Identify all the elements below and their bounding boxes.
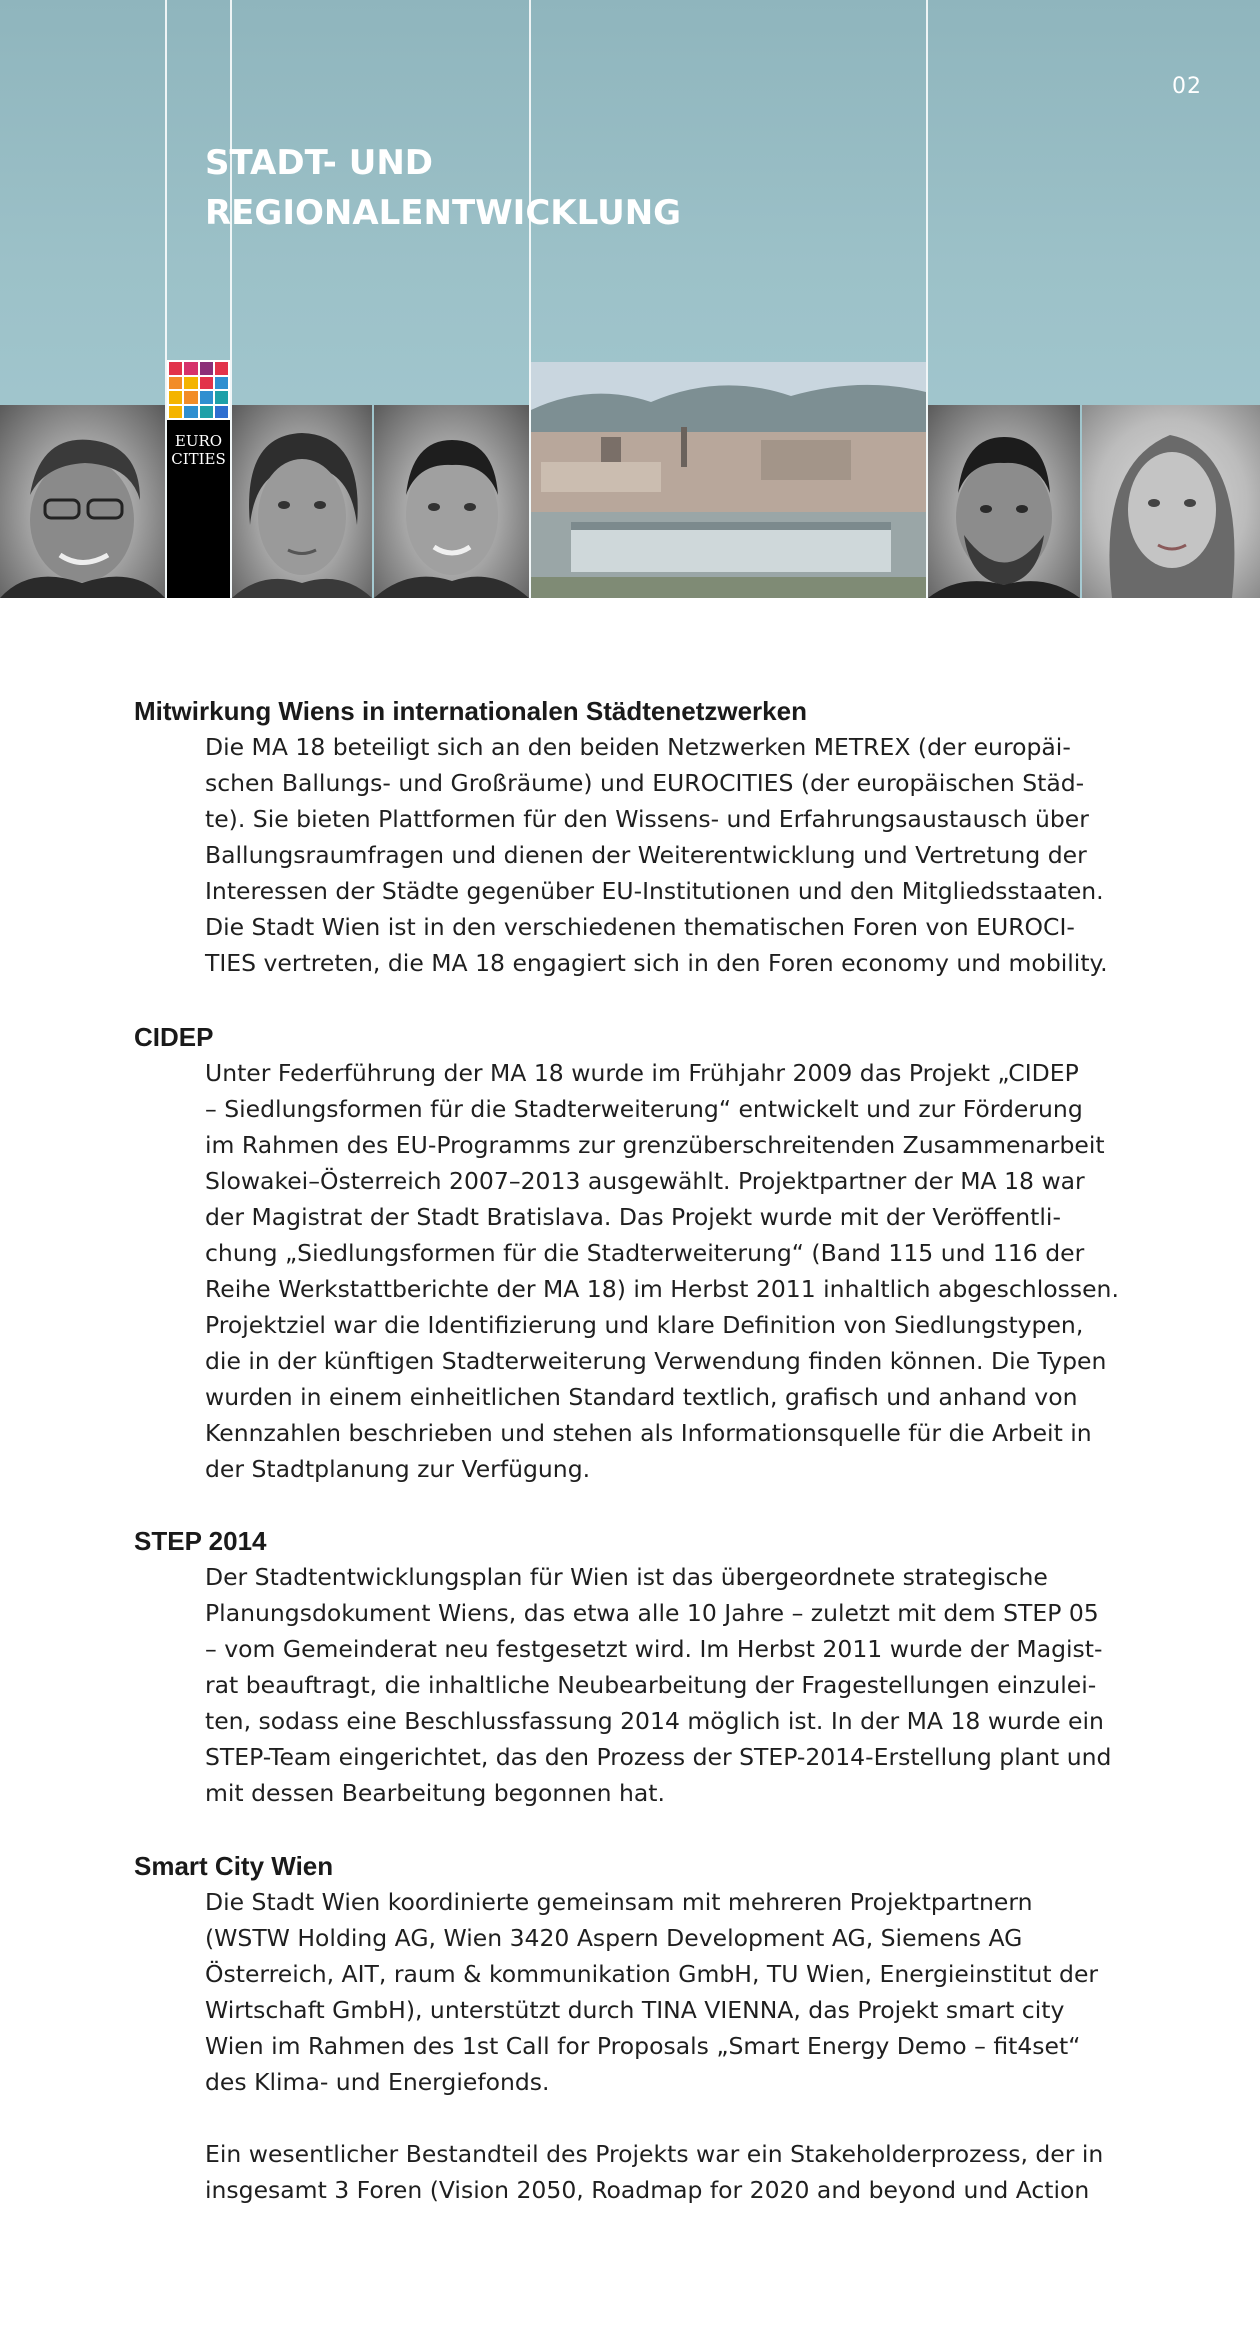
section-paragraph: Die Stadt Wien koordinierte gemeinsam mit mehreren Projektpartnern (WSTW Holding AG, Wien 3420 Aspern Development AG, Siemens AG Österreich, AIT, raum & kommunikation GmbH, TU Wien, Energieinstitut der Wirtschaft GmbH), unterstützt durch TINA VIENNA, das Projekt smart city Wien im Rahmen des 1st Call for Proposals „Smart Energy Demo – fit4set“ des Klima- und Energiefonds. bbox=[205, 1888, 1099, 2096]
section-cidep bbox=[134, 1019, 1134, 1487]
logo-tile bbox=[184, 377, 197, 390]
logo-tile bbox=[169, 391, 182, 404]
section-paragraph: Der Stadtentwicklungsplan für Wien ist das übergeordnete strategische Planungsdokument Wiens, das etwa alle 10 Jahre – zuletzt mit dem STEP 05 – vom Gemeinderat neu festgesetzt wird. Im Herbst 2011 wurde der Magist- rat beauftragt, die inhaltliche Neubearbeitung der Fragestellungen einzulei- ten, sodass eine Beschlussfassung 2014 möglich ist. In der MA 18 wurde ein STEP-Team eingerichtet, das den Prozess der STEP-2014-Erstellung plant und mit dessen Bearbeitung begonnen hat. bbox=[205, 1563, 1112, 1807]
eurocities-logo bbox=[167, 360, 230, 598]
eurocities-logo-tiles bbox=[167, 360, 230, 420]
logo-tile bbox=[215, 362, 228, 375]
section-paragraph: Ein wesentlicher Bestandteil des Projekts war ein Stakeholderprozess, der in insgesamt 3 Foren (Vision 2050, Roadmap for 2020 and beyond und Action bbox=[205, 2140, 1104, 2204]
section-heading: STEP 2014 bbox=[134, 1526, 267, 1556]
section-staedtenetzwerke bbox=[134, 693, 1134, 981]
logo-tile bbox=[200, 362, 213, 375]
section-heading: Smart City Wien bbox=[134, 1851, 334, 1881]
logo-tile bbox=[215, 406, 228, 419]
portrait-photo-1 bbox=[0, 405, 165, 598]
page-title-line: STADT- UND bbox=[205, 143, 434, 183]
section-smart-city-wien bbox=[134, 1848, 1134, 2208]
city-panorama-photo bbox=[531, 362, 926, 598]
logo-tile bbox=[215, 377, 228, 390]
portrait-photo-4 bbox=[928, 405, 1080, 598]
eurocities-logo-text: EURO CITIES bbox=[171, 432, 226, 468]
divider-line bbox=[230, 0, 232, 598]
portrait-photo-3 bbox=[374, 405, 529, 598]
portrait-photo-2 bbox=[232, 405, 372, 598]
header-banner bbox=[0, 0, 1260, 598]
logo-tile bbox=[200, 377, 213, 390]
logo-tile bbox=[200, 406, 213, 419]
logo-tile bbox=[184, 391, 197, 404]
logo-tile bbox=[169, 406, 182, 419]
section-heading: CIDEP bbox=[134, 1022, 214, 1052]
page-number: 02 bbox=[1172, 74, 1202, 99]
logo-tile bbox=[184, 362, 197, 375]
divider-line bbox=[165, 0, 167, 598]
page-title bbox=[205, 138, 1025, 238]
section-paragraph: Die MA 18 beteiligt sich an den beiden Netzwerken METREX (der europäi- schen Ballungs- und Großräume) und EUROCITIES (der europäischen Städ- te). Sie bieten Plattformen für den Wissens- und Erfahrungsaustausch über Ballungsraumfragen und dienen der Weiterentwicklung und Vertretung der Interessen der Städte gegenüber EU-Institutionen und den Mitgliedsstaaten. Die Stadt Wien ist in den verschiedenen thematischen Foren von EUROCI- TIES vertreten, die MA 18 engagiert sich in den Foren economy und mobility. bbox=[205, 733, 1108, 977]
portrait-photo-5 bbox=[1082, 405, 1260, 598]
section-heading: Mitwirkung Wiens in internationalen Städtenetzwerken bbox=[134, 696, 807, 726]
logo-tile bbox=[169, 362, 182, 375]
divider-line bbox=[926, 0, 928, 598]
section-paragraph: Unter Federführung der MA 18 wurde im Frühjahr 2009 das Projekt „CIDEP – Siedlungsformen für die Stadterweiterung“ entwickelt und zur Förderung im Rahmen des EU-Programms zur grenzüberschreitenden Zusammenarbeit Slowakei–Österreich 2007–2013 ausgewählt. Projektpartner der MA 18 war der Magistrat der Stadt Bratislava. Das Projekt wurde mit der Veröffentli- chung „Siedlungsformen für die Stadterweiterung“ (Band 115 und 116 der Reihe Werkstattberichte der MA 18) im Herbst 2011 inhaltlich abgeschlossen. Projektziel war die Identifizierung und klare Definition von Siedlungstypen, die in der künftigen Stadterweiterung Verwendung finden können. Die Typen wurden in einem einheitlichen Standard textlich, grafisch und anhand von Kennzahlen beschrieben und stehen als Informationsquelle für die Arbeit in der Stadtplanung zur Verfügung. bbox=[205, 1059, 1119, 1483]
section-step-2014 bbox=[134, 1523, 1134, 1811]
logo-tile bbox=[200, 391, 213, 404]
divider-line bbox=[529, 0, 531, 598]
page-title-line: REGIONALENTWICKLUNG bbox=[205, 193, 682, 233]
logo-tile bbox=[184, 406, 197, 419]
logo-tile bbox=[169, 377, 182, 390]
logo-tile bbox=[215, 391, 228, 404]
